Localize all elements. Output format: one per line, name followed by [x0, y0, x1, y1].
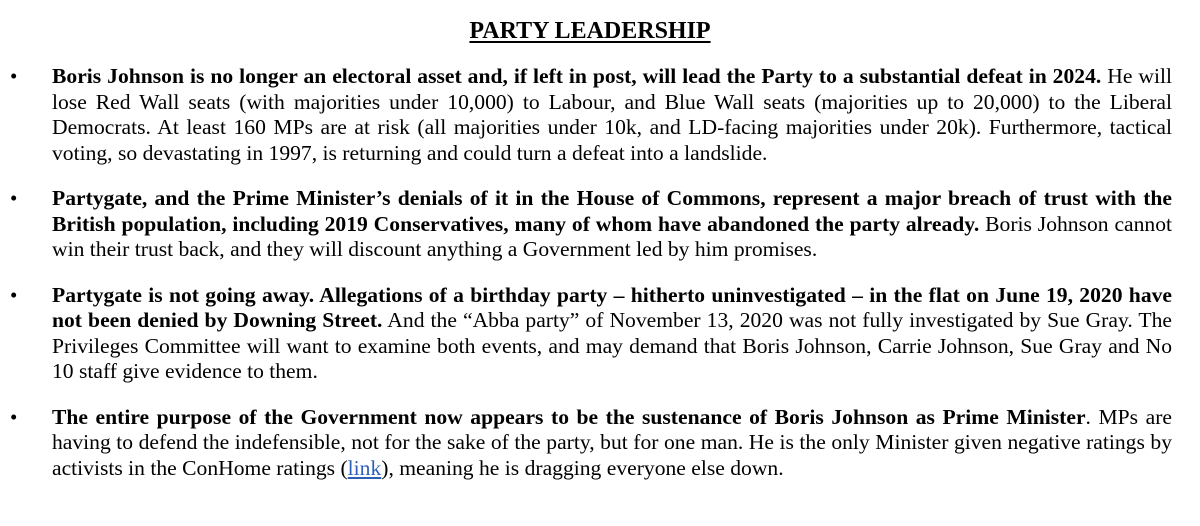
bullet-body-text: And the “Abba party” of November 13, 2020 was not fully investigated by Sue Gray. The Privileges Committee will want to examine both events, and may demand that Boris Johnson, Carrie Johnson, Sue Gray and No 10 staff give evidence to them. [52, 308, 1172, 383]
bullet-bold-text: Partygate is not going away. Allegations of a birthday party – hitherto uninvestigated – in the flat on June 19, 2020 have not been denied by Downing Street. [52, 282, 1172, 332]
list-item [0, 186, 1200, 263]
bullet-bold-text: Partygate, and the Prime Minister’s denials of it in the House of Commons, represent a major breach of trust with the British population, including 2019 Conservatives, many of whom have abandoned the party already. [52, 186, 1172, 236]
bullet-icon: • [10, 186, 18, 210]
bullet-body-text: He will lose Red Wall seats (with majorities under 10,000) to Labour, and Blue Wall seats (majorities up to 20,000) to the Liberal Democrats. At least 160 MPs are at risk (all majorities under 10k, and LD-facing majorities under 20k). Furthermore, tactical voting, so devastating in 1997, is returning and could turn a defeat into a landslide. [52, 64, 1172, 165]
bullet-icon: • [10, 282, 18, 307]
page-title: PARTY LEADERSHIP [469, 18, 711, 44]
bullet-body-text-end: ), meaning he is dragging everyone else down. [381, 455, 784, 480]
bullet-body-text: Boris Johnson cannot win their trust back, and they will discount anything a Government led by him promises. [52, 211, 1173, 261]
bullet-bold-text: The entire purpose of the Government now appears to be the sustenance of Boris Johnson as Prime Minister [52, 404, 1086, 429]
bullet-icon: • [10, 404, 18, 429]
list-item [0, 283, 1200, 385]
bullet-bold-text: Boris Johnson is no longer an electoral asset and, if left in post, will lead the Party to a substantial defeat in 2024. [52, 64, 1102, 88]
conhome-link[interactable]: link [347, 455, 382, 480]
list-item [0, 405, 1200, 482]
bullet-body-text: . MPs are having to defend the indefensible, not for the sake of the party, but for one man. He is the only Minister given negative ratings by activists in the ConHome ratings ( [52, 404, 1172, 480]
bullet-icon: • [10, 64, 18, 88]
list-item [0, 64, 1200, 166]
bullet-list [0, 64, 1200, 501]
